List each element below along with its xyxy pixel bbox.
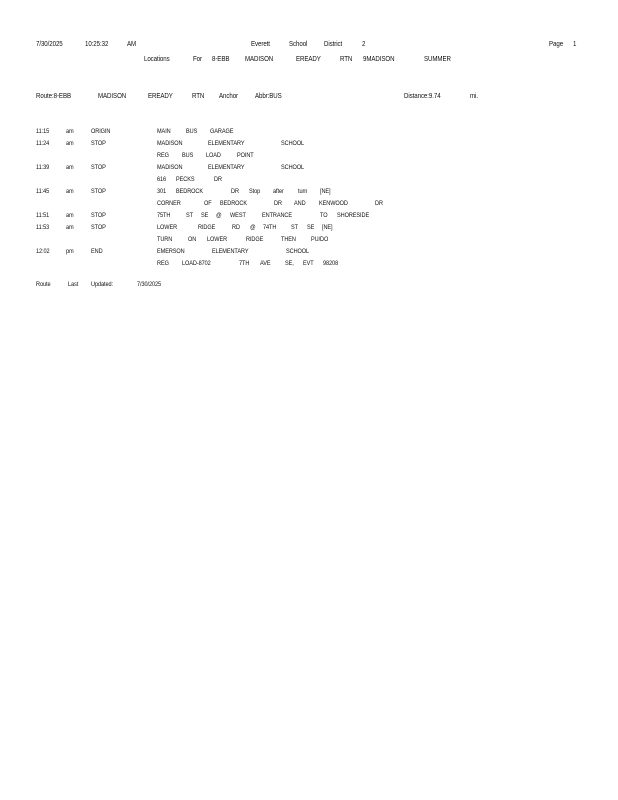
locations-word: SUMMER xyxy=(424,54,451,63)
stop-note-word: BUS xyxy=(182,152,194,159)
stop-description-word: @ xyxy=(250,224,256,231)
route-id: Route:8-EBB xyxy=(36,91,72,100)
route-distance: Distance:9.74 xyxy=(404,91,441,100)
stop-note-word: OF xyxy=(204,200,212,207)
route-word: Anchor xyxy=(219,91,239,100)
stop-note-word: PECKS xyxy=(176,176,195,183)
stop-description-word: SE xyxy=(201,212,209,219)
stop-description-word: [NE] xyxy=(322,224,333,231)
stop-note-word: EVT xyxy=(303,260,314,267)
report-date: 7/30/2025 xyxy=(36,39,63,48)
locations-word: EREADY xyxy=(296,54,321,63)
route-word: EREADY xyxy=(148,91,173,100)
stop-description-word: RD xyxy=(232,224,240,231)
stop-description-word: SCHOOL xyxy=(281,140,305,147)
stop-description-word: LOWER xyxy=(157,224,178,231)
stop-note-word: TURN xyxy=(157,236,173,243)
stop-description-word: ELEMENTARY xyxy=(208,140,245,147)
stop-note-word: 616 xyxy=(157,176,167,183)
stop-time: 11:51 xyxy=(36,212,50,219)
stop-ampm: am xyxy=(66,212,74,219)
stop-description-word: MADISON xyxy=(157,164,183,171)
stop-note-word: KENWOOD xyxy=(319,200,348,207)
district-word: School xyxy=(289,39,308,48)
stop-note-word: POINT xyxy=(237,152,254,159)
page-label: Page xyxy=(549,39,564,48)
district-word: Everett xyxy=(251,39,270,48)
stop-description-word: 301 xyxy=(157,188,167,195)
stop-description-word: ELEMENTARY xyxy=(208,164,245,171)
stop-description-word: SE xyxy=(307,224,315,231)
stop-type: ORIGIN xyxy=(91,128,111,135)
locations-word: MADISON xyxy=(245,54,274,63)
stop-description-word: MADISON xyxy=(157,140,183,147)
stop-description-word: BEDROCK xyxy=(176,188,203,195)
stop-description-word: [NE] xyxy=(320,188,331,195)
stop-description-word: ELEMENTARY xyxy=(212,248,249,255)
stop-time: 11:39 xyxy=(36,164,50,171)
footer-word: Updated: xyxy=(91,281,113,288)
stop-description-word: GARAGE xyxy=(210,128,234,135)
stop-description-word: 75TH xyxy=(157,212,171,219)
stop-note-word: REG xyxy=(157,260,169,267)
stop-ampm: pm xyxy=(66,248,74,255)
district-number: 2 xyxy=(362,39,366,48)
stop-ampm: am xyxy=(66,140,74,147)
locations-word: Locations xyxy=(144,54,170,63)
route-word: RTN xyxy=(192,91,205,100)
locations-word: 9MADISON xyxy=(363,54,395,63)
stop-description-word: 74TH xyxy=(263,224,277,231)
stop-description-word: after xyxy=(273,188,284,195)
stop-note-word: BEDROCK xyxy=(220,200,247,207)
footer-date: 7/30/2025 xyxy=(137,281,162,288)
stop-description-word: MAIN xyxy=(157,128,171,135)
stop-note-word: CORNER xyxy=(157,200,181,207)
stop-ampm: am xyxy=(66,188,74,195)
stop-note-word: THEN xyxy=(281,236,296,243)
stop-description-word: Stop xyxy=(249,188,261,195)
stop-note-word: SE, xyxy=(285,260,294,267)
stop-type: STOP xyxy=(91,224,106,231)
stop-type: END xyxy=(91,248,103,255)
stop-description-word: SHORESIDE xyxy=(337,212,370,219)
locations-word: 8-EBB xyxy=(212,54,230,63)
stop-type: STOP xyxy=(91,212,106,219)
stop-description-word: turn xyxy=(298,188,308,195)
stop-description-word: SCHOOL xyxy=(281,164,305,171)
stop-note-word: AVE xyxy=(260,260,271,267)
page-number: 1 xyxy=(573,39,577,48)
stop-note-word: 7TH xyxy=(239,260,250,267)
stop-ampm: am xyxy=(66,128,74,135)
district-word: District xyxy=(324,39,343,48)
locations-word: RTN xyxy=(340,54,353,63)
stop-note-word: AND xyxy=(294,200,306,207)
stop-description-word: DR xyxy=(231,188,239,195)
stop-note-word: REG xyxy=(157,152,169,159)
stop-note-word: LOAD xyxy=(206,152,221,159)
stop-note-word: PU/DO xyxy=(311,236,329,243)
stop-ampm: am xyxy=(66,224,74,231)
stop-ampm: am xyxy=(66,164,74,171)
stop-type: STOP xyxy=(91,164,106,171)
stop-note-word: RIDGE xyxy=(246,236,264,243)
stop-time: 11:15 xyxy=(36,128,50,135)
stop-type: STOP xyxy=(91,188,106,195)
stop-note-word: 98208 xyxy=(323,260,339,267)
stop-note-word: ON xyxy=(188,236,197,243)
report-time: 10:25:32 xyxy=(85,39,109,48)
stop-note-word: DR xyxy=(274,200,282,207)
report-ampm: AM xyxy=(127,39,137,48)
stop-time: 11:53 xyxy=(36,224,50,231)
stop-description-word: @ xyxy=(216,212,222,219)
stop-description-word: WEST xyxy=(230,212,246,219)
locations-word: For xyxy=(193,54,202,63)
stop-description-word: SCHOOL xyxy=(286,248,310,255)
stop-note-word: LOWER xyxy=(207,236,228,243)
stop-description-word: RIDGE xyxy=(198,224,216,231)
stop-note-word: DR xyxy=(214,176,222,183)
stop-description-word: ST xyxy=(186,212,193,219)
stop-note-word: LOAD-8702 xyxy=(182,260,211,267)
footer-word: Last xyxy=(68,281,79,288)
stop-time: 11:24 xyxy=(36,140,50,147)
stop-description-word: ENTRANCE xyxy=(262,212,293,219)
stop-type: STOP xyxy=(91,140,106,147)
distance-unit: mi. xyxy=(470,91,478,100)
route-word: MADISON xyxy=(98,91,127,100)
stop-description-word: ST xyxy=(291,224,298,231)
stop-note-word: DR xyxy=(375,200,383,207)
stop-description-word: BUS xyxy=(186,128,198,135)
stop-time: 11:45 xyxy=(36,188,50,195)
footer-word: Route xyxy=(36,281,51,288)
stop-description-word: EMERSON xyxy=(157,248,185,255)
route-word: Abbr:BUS xyxy=(255,91,282,100)
stop-description-word: TO xyxy=(320,212,328,219)
stop-time: 12:02 xyxy=(36,248,50,255)
